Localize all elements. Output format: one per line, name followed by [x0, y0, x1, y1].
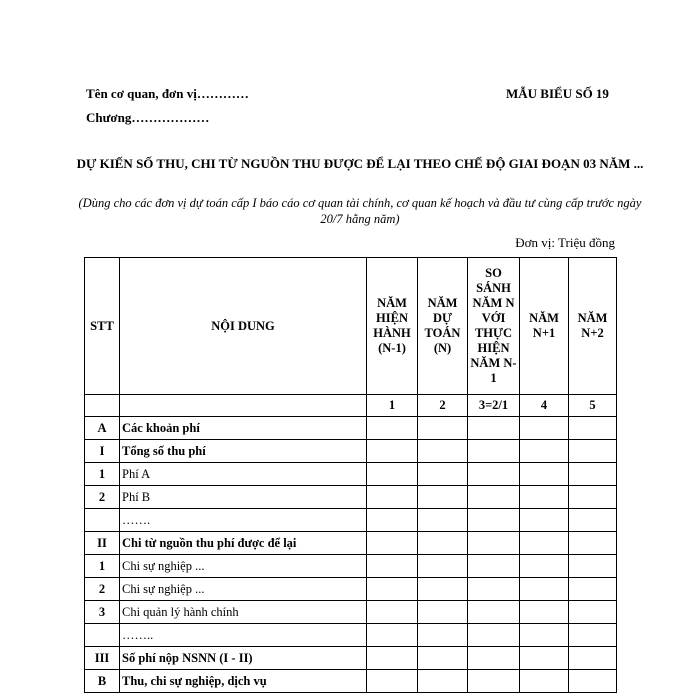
form-number: MẪU BIỂU SỐ 19	[506, 86, 609, 101]
col-number: 2	[418, 395, 468, 417]
row-content: ……..	[120, 624, 367, 647]
row-stt: 2	[85, 578, 120, 601]
col-number: 3=2/1	[468, 395, 520, 417]
table-row	[85, 509, 617, 532]
row-content: Phí A	[120, 463, 367, 486]
table-row	[85, 463, 617, 486]
row-stt	[85, 509, 120, 532]
header-n2: NĂM N+2	[569, 258, 617, 395]
table-row	[85, 578, 617, 601]
table-row	[85, 647, 617, 670]
unit-label: Đơn vị: Triệu đồng	[515, 235, 615, 250]
row-stt: 1	[85, 463, 120, 486]
table-row	[85, 532, 617, 555]
row-stt: 2	[85, 486, 120, 509]
row-content: Chi sự nghiệp ...	[120, 555, 367, 578]
column-number-row	[85, 395, 617, 417]
row-content: Số phí nộp NSNN (I - II)	[120, 647, 367, 670]
row-stt: II	[85, 532, 120, 555]
col-number-blank	[85, 395, 120, 417]
header-n1: NĂM N+1	[520, 258, 569, 395]
chapter: Chương………………	[86, 110, 210, 125]
row-stt: 3	[85, 601, 120, 624]
table-row	[85, 670, 617, 693]
data-table	[84, 257, 617, 693]
table-row	[85, 440, 617, 463]
table-row	[85, 601, 617, 624]
header-compare: SO SÁNH NĂM N VỚI THỰC HIỆN NĂM N-1	[468, 258, 520, 395]
row-content: Chi từ nguồn thu phí được để lại	[120, 532, 367, 555]
row-content: Tổng số thu phí	[120, 440, 367, 463]
header-current-year: NĂM HIỆN HÀNH (N-1)	[367, 258, 418, 395]
table-row	[85, 624, 617, 647]
row-content: Thu, chi sự nghiệp, dịch vụ	[120, 670, 367, 693]
table-row	[85, 555, 617, 578]
agency-name: Tên cơ quan, đơn vị…………	[86, 86, 249, 101]
col-number: 4	[520, 395, 569, 417]
table-row	[85, 486, 617, 509]
row-content: Chi quản lý hành chính	[120, 601, 367, 624]
row-stt: A	[85, 417, 120, 440]
row-stt: 1	[85, 555, 120, 578]
table-row	[85, 417, 617, 440]
header-content: NỘI DUNG	[120, 258, 367, 395]
col-number-blank	[120, 395, 367, 417]
row-stt: B	[85, 670, 120, 693]
col-number: 5	[569, 395, 617, 417]
row-stt: I	[85, 440, 120, 463]
header-stt: STT	[85, 258, 120, 395]
col-number: 1	[367, 395, 418, 417]
row-stt: III	[85, 647, 120, 670]
row-content: Phí B	[120, 486, 367, 509]
row-stt	[85, 624, 120, 647]
row-content: …….	[120, 509, 367, 532]
row-content: Chi sự nghiệp ...	[120, 578, 367, 601]
header-estimate-year: NĂM DỰ TOÁN (N)	[418, 258, 468, 395]
row-content: Các khoản phí	[120, 417, 367, 440]
document-title: DỰ KIẾN SỐ THU, CHI TỪ NGUỒN THU ĐƯỢC ĐỂ LẠI THEO CHẾ ĐỘ GIAI ĐOẠN 03 NĂM ...	[76, 156, 644, 171]
document-subtitle: (Dùng cho các đơn vị dự toán cấp I báo cáo cơ quan tài chính, cơ quan kế hoạch và đầu tư cùng cấp trước ngày 20/7 hằng năm)	[78, 196, 642, 226]
